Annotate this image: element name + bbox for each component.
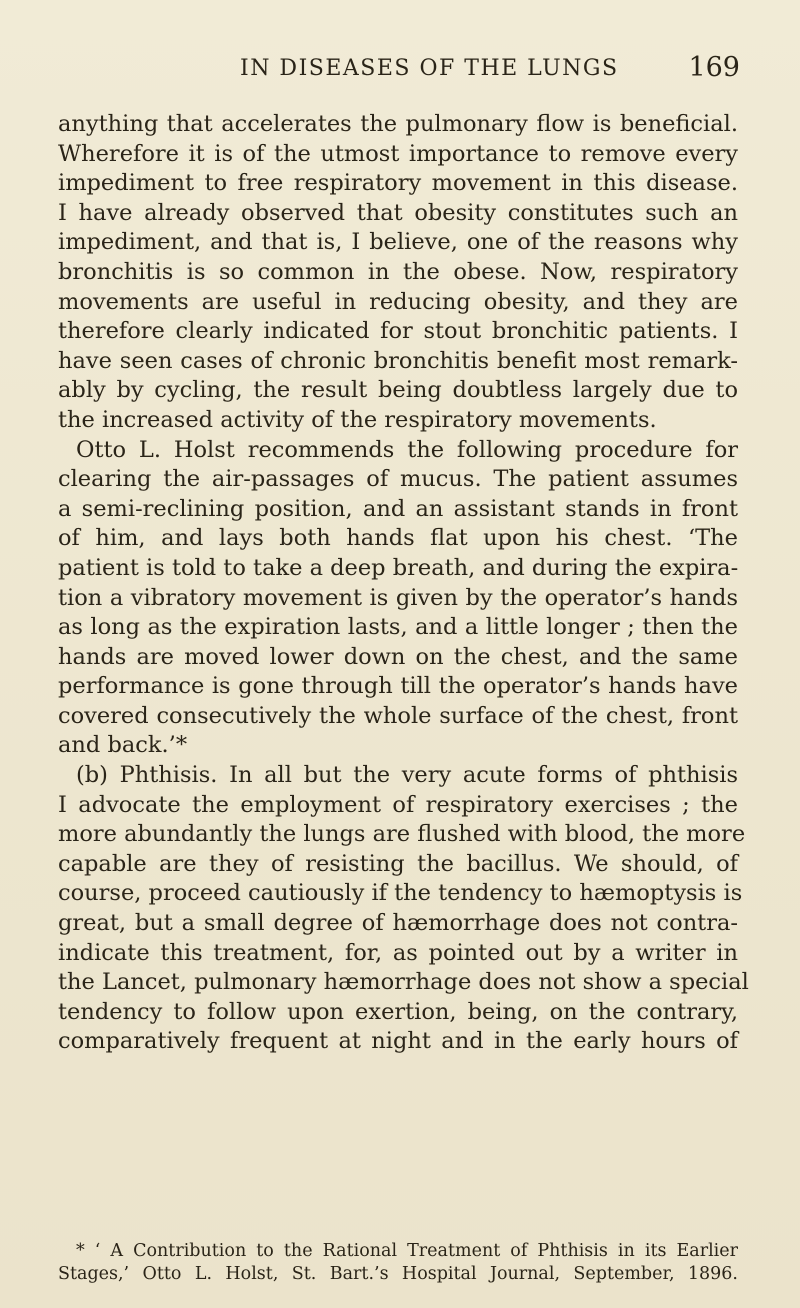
text-line: patient is told to take a deep breath, and during the expira- bbox=[58, 554, 739, 581]
text-line: (b) Phthisis. In all but the very acute forms of phthisis bbox=[76, 762, 738, 789]
text-line: and back.’* bbox=[58, 732, 188, 759]
page-number: 169 bbox=[688, 52, 740, 83]
footnote-line: Stages,’ Otto L. Holst, St. Bart.’s Hospital Journal, September, 1896. bbox=[58, 1264, 738, 1284]
text-line: Wherefore it is of the utmost importance to remove every bbox=[58, 140, 738, 167]
text-line: bronchitis is so common in the obese. Now, respiratory bbox=[58, 258, 738, 285]
footnotes bbox=[58, 1240, 738, 1286]
text-line: capable are they of resisting the bacillus. We should, of bbox=[58, 850, 738, 877]
text-line: therefore clearly indicated for stout bronchitic patients. I bbox=[58, 318, 738, 345]
text-line: anything that accelerates the pulmonary flow is beneficial. bbox=[58, 111, 738, 137]
text-line: ably by cycling, the result being doubtless largely due to bbox=[58, 377, 738, 404]
text-line: the Lancet, pulmonary hæmorrhage does not show a special bbox=[58, 969, 749, 996]
text-line: more abundantly the lungs are flushed with blood, the more bbox=[58, 821, 746, 848]
text-line: indicate this treatment, for, as pointed out by a writer in bbox=[58, 939, 738, 966]
text-line: of him, and lays both hands flat upon his chest. ‘The bbox=[58, 525, 738, 552]
text-line: have seen cases of chronic bronchitis benefit most remark- bbox=[58, 347, 738, 374]
text-line: Otto L. Holst recommends the following procedure for bbox=[76, 436, 738, 463]
text-line: great, but a small degree of hæmorrhage does not contra- bbox=[58, 910, 738, 937]
text-line: I advocate the employment of respiratory exercises ; the bbox=[58, 791, 738, 818]
text-line: movements are useful in reducing obesity, and they are bbox=[58, 288, 738, 315]
text-line: hands are moved lower down on the chest, and the same bbox=[58, 643, 738, 670]
running-title: IN DISEASES OF THE LUNGS bbox=[240, 56, 619, 81]
text-line: course, proceed cautiously if the tendency to hæmoptysis is bbox=[58, 880, 743, 907]
text-line: performance is gone through till the operator’s hands have bbox=[58, 673, 738, 700]
footnote-line: * ‘ A Contribution to the Rational Treatment of Phthisis in its Earlier bbox=[76, 1241, 738, 1261]
text-line: impediment to free respiratory movement in this disease. bbox=[58, 170, 738, 197]
text-line: impediment, and that is, I believe, one of the reasons why bbox=[58, 229, 738, 256]
text-line: a semi-reclining position, and an assistant stands in front bbox=[58, 495, 738, 522]
text-line: clearing the air-passages of mucus. The patient assumes bbox=[58, 466, 738, 493]
running-head bbox=[240, 52, 740, 96]
text-line: tendency to follow upon exertion, being, on the contrary, bbox=[58, 998, 738, 1025]
text-line: tion a vibratory movement is given by the operator’s hands bbox=[58, 584, 738, 611]
text-line: I have already observed that obesity constitutes such an bbox=[58, 199, 738, 226]
body-text bbox=[58, 110, 749, 1057]
text-line: comparatively frequent at night and in the early hours of bbox=[58, 1028, 738, 1055]
text-line: covered consecutively the whole surface of the chest, front bbox=[58, 702, 738, 729]
text-line: as long as the expiration lasts, and a little longer ; then the bbox=[58, 614, 738, 641]
text-line: the increased activity of the respiratory movements. bbox=[58, 406, 657, 433]
